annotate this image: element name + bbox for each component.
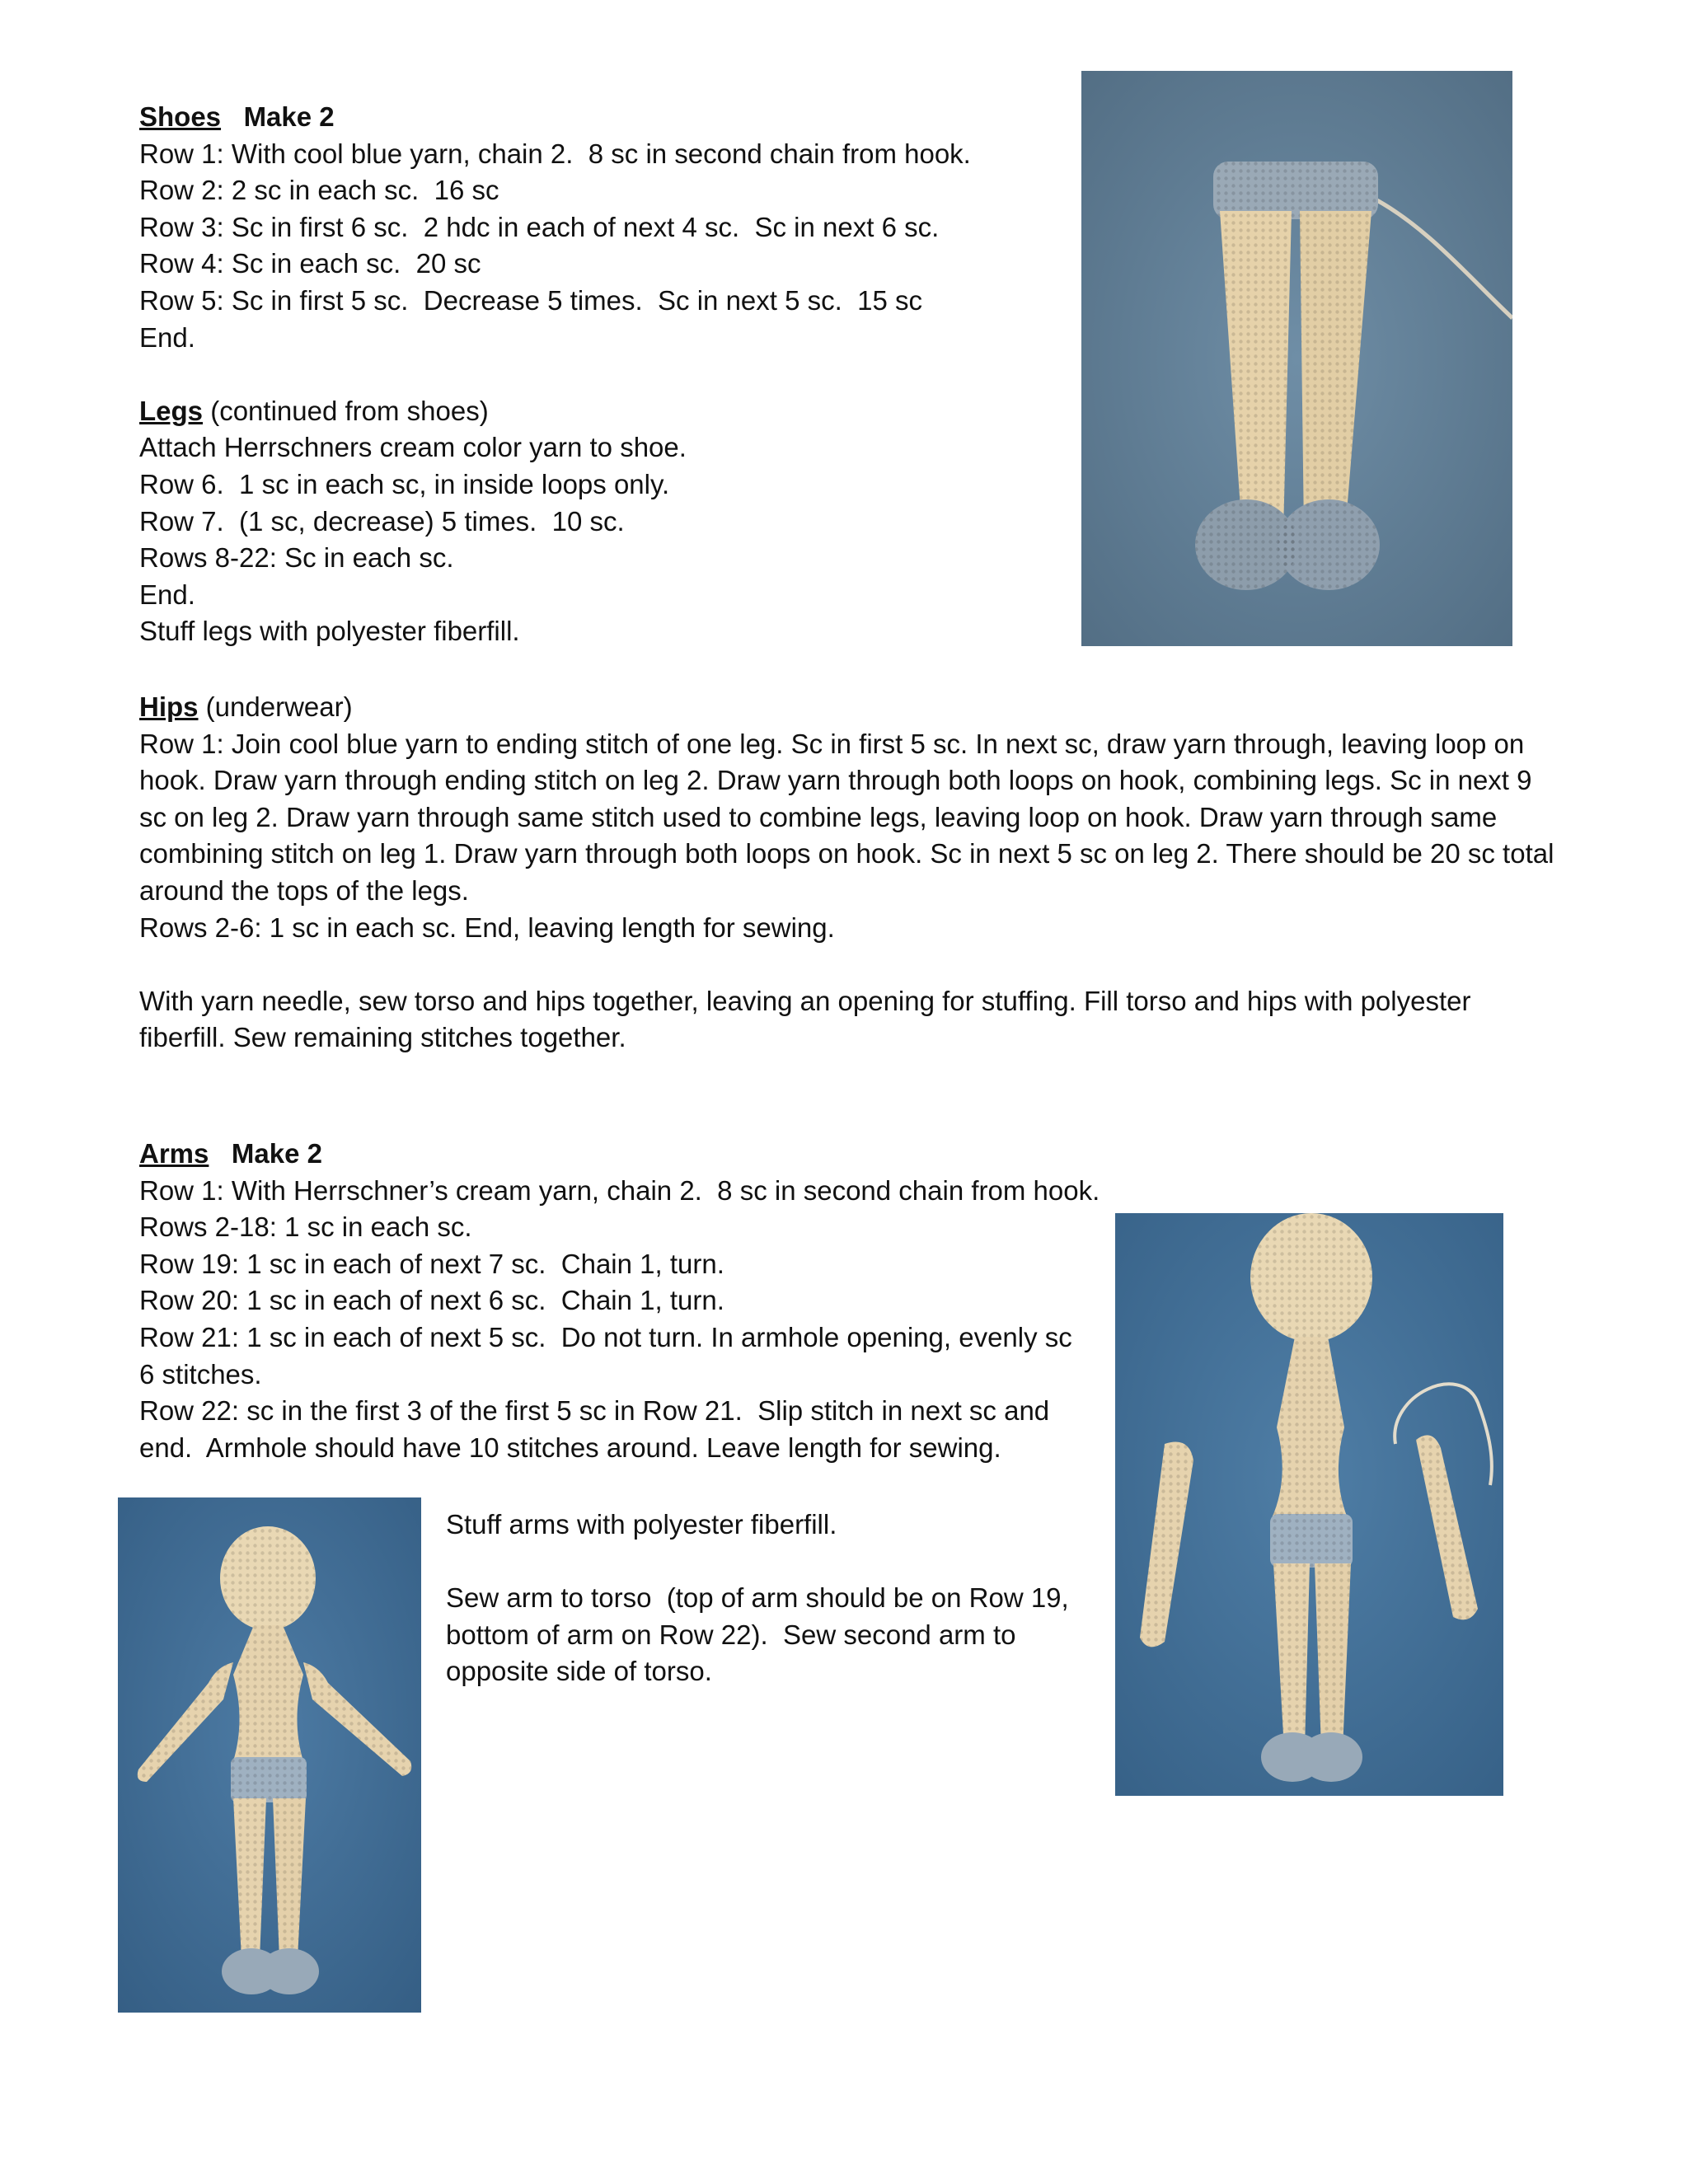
legs-line-5: End. <box>139 579 195 610</box>
shoes-title: Shoes <box>139 101 222 132</box>
finished-doll-photo <box>118 1497 421 2013</box>
arms-row-1: Row 1: With Herrschner’s cream yarn, chain 2. 8 sc in second chain from hook. <box>139 1174 1100 1206</box>
shoes-subtitle: Make 2 <box>243 101 335 132</box>
arms-row-22: Row 22: sc in the first 3 of the first 5 sc in Row 21. Slip stitch in next sc and <box>139 1395 1050 1427</box>
hips-heading <box>139 689 1557 726</box>
legs-note: (continued from shoes) <box>203 395 489 426</box>
hips-rows-2-6: Rows 2-6: 1 sc in each sc. End, leaving length for sewing. <box>139 912 835 943</box>
sew-arm-line-2: bottom of arm on Row 22). Sew second arm to <box>446 1619 1016 1650</box>
arms-title: Arms <box>139 1138 209 1169</box>
arms-section <box>139 1136 1112 1466</box>
arms-finish-section <box>446 1507 1097 1690</box>
arms-row-20: Row 20: 1 sc in each of next 6 sc. Chain 1, turn. <box>139 1285 724 1316</box>
legs-line-1: Attach Herrschners cream color yarn to shoe. <box>139 432 687 463</box>
shoes-end: End. <box>139 321 195 353</box>
arms-row-21: Row 21: 1 sc in each of next 5 sc. Do not turn. In armhole opening, evenly sc <box>139 1321 1072 1352</box>
hips-row-1: Row 1: Join cool blue yarn to ending stitch of one leg. Sc in first 5 sc. In next sc, draw yarn through, leaving loop on hook. Draw yarn through ending stitch on leg 2. Draw yarn through both loops on hook, combining legs. Sc in next 9 sc on leg 2. Draw yarn through same stitch used to combine legs, leaving loop on hook. Draw yarn through same combining stitch on leg 1. Draw yarn through both loops on hook. Sc in next 5 sc on leg 2. There should be 20 sc total around the tops of the legs. <box>139 728 1554 906</box>
legs-heading <box>139 393 1071 430</box>
hips-title: Hips <box>139 691 199 722</box>
shoes-row-3: Row 3: Sc in first 6 sc. 2 hdc in each of next 4 sc. Sc in next 6 sc. <box>139 211 940 242</box>
shoes-heading <box>139 99 1071 136</box>
legs-line-6: Stuff legs with polyester fiberfill. <box>139 616 520 647</box>
arms-heading <box>139 1136 1112 1173</box>
arms-subtitle: Make 2 <box>231 1138 322 1169</box>
shoes-row-5: Row 5: Sc in first 5 sc. Decrease 5 times. Sc in next 5 sc. 15 sc <box>139 284 923 316</box>
shoes-row-1: Row 1: With cool blue yarn, chain 2. 8 sc in second chain from hook. <box>139 138 971 169</box>
legs-photo <box>1081 71 1512 646</box>
stuff-arms-text: Stuff arms with polyester fiberfill. <box>446 1509 837 1540</box>
spacer <box>446 1544 1097 1581</box>
legs-line-4: Rows 8-22: Sc in each sc. <box>139 542 454 574</box>
arms-row-21-cont: 6 stitches. <box>139 1358 262 1390</box>
shoes-legs-section <box>139 99 1071 650</box>
hips-note: (underwear) <box>198 691 353 722</box>
spacer <box>139 356 1071 393</box>
assembly-text: With yarn needle, sew torso and hips together, leaving an opening for stuffing. Fill torso and hips with polyester fiberfill. Sew remaining stitches together. <box>139 985 1471 1053</box>
sew-arm-line-3: opposite side of torso. <box>446 1656 712 1687</box>
shoes-row-4: Row 4: Sc in each sc. 20 sc <box>139 248 481 279</box>
legs-line-2: Row 6. 1 sc in each sc, in inside loops only. <box>139 468 670 499</box>
arms-rows-2-18: Rows 2-18: 1 sc in each sc. <box>139 1212 472 1243</box>
arms-row-19: Row 19: 1 sc in each of next 7 sc. Chain 1, turn. <box>139 1248 724 1279</box>
arms-row-22-cont: end. Armhole should have 10 stitches around. Leave length for sewing. <box>139 1432 1001 1463</box>
legs-line-3: Row 7. (1 sc, decrease) 5 times. 10 sc. <box>139 505 625 537</box>
spacer <box>139 946 1557 983</box>
hips-section <box>139 689 1557 1057</box>
shoes-row-2: Row 2: 2 sc in each sc. 16 sc <box>139 175 499 206</box>
doll-arms-separate-photo <box>1115 1213 1503 1796</box>
sew-arm-line-1: Sew arm to torso (top of arm should be on Row 19, <box>446 1582 1069 1614</box>
legs-title: Legs <box>139 395 204 426</box>
